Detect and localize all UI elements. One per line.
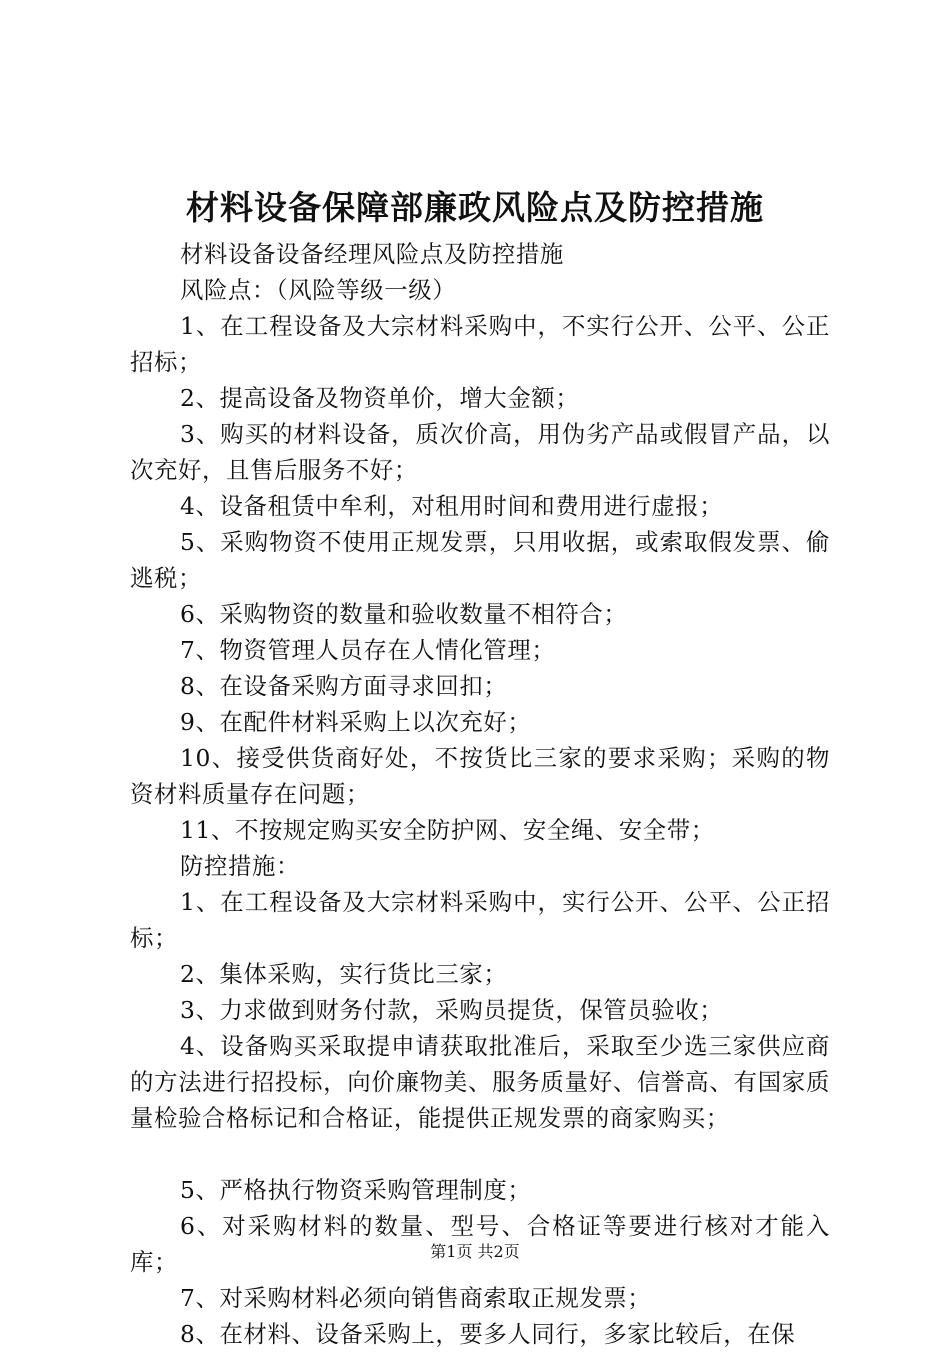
risk-item-9: 9、在配件材料采购上以次充好；	[180, 708, 532, 736]
measure-item-5: 5、严格执行物资采购管理制度；	[180, 1176, 532, 1204]
measure-item-3: 3、力求做到财务付款，采购员提货，保管员验收；	[180, 996, 724, 1024]
risk-item-1: 1、在工程设备及大宗材料采购中，不实行公开、公平、公正招标；	[130, 312, 830, 376]
measure-item-4: 4、设备购买采取提申请获取批准后，采取至少选三家供应商的方法进行招投标，向价廉物美、服务质量好、信誉高、有国家质量检验合格标记和合格证，能提供正规发票的商家购买；	[130, 1032, 830, 1132]
risk-item-11: 11、不按规定购买安全防护网、安全绳、安全带；	[180, 816, 715, 844]
risk-item-10: 10、接受供货商好处，不按货比三家的要求采购；采购的物资材料质量存在问题；	[130, 744, 830, 808]
risk-points-heading: 风险点：（风险等级一级）	[180, 276, 457, 304]
measure-item-8: 8、在材料、设备采购上，要多人同行，多家比较后，在保	[180, 1320, 796, 1348]
control-measures-heading: 防控措施：	[180, 852, 300, 880]
measure-item-1: 1、在工程设备及大宗材料采购中，实行公开、公平、公正招标；	[130, 888, 830, 952]
risk-item-3: 3、购买的材料设备，质次价高，用伪劣产品或假冒产品，以次充好，且售后服务不好；	[130, 420, 830, 484]
risk-item-4: 4、设备租赁中牟利，对租用时间和费用进行虚报；	[180, 492, 724, 520]
measure-item-6: 6、对采购材料的数量、型号、合格证等要进行核对才能入库；	[130, 1212, 830, 1276]
subtitle-paragraph: 材料设备设备经理风险点及防控措施	[180, 240, 564, 268]
risk-item-7: 7、物资管理人员存在人情化管理；	[180, 636, 556, 664]
risk-item-6: 6、采购物资的数量和验收数量不相符合；	[180, 600, 628, 628]
page-title: 材料设备保障部廉政风险点及防控措施	[186, 188, 764, 227]
page-footer: 第1页 共2页	[430, 1242, 520, 1261]
measure-item-2: 2、集体采购，实行货比三家；	[180, 960, 508, 988]
measure-item-7: 7、对采购材料必须向销售商索取正规发票；	[180, 1284, 652, 1312]
risk-item-2: 2、提高设备及物资单价，增大金额；	[180, 384, 580, 412]
risk-item-8: 8、在设备采购方面寻求回扣；	[180, 672, 508, 700]
risk-item-5: 5、采购物资不使用正规发票，只用收据，或索取假发票、偷逃税；	[130, 528, 830, 592]
document-body	[130, 236, 830, 1352]
